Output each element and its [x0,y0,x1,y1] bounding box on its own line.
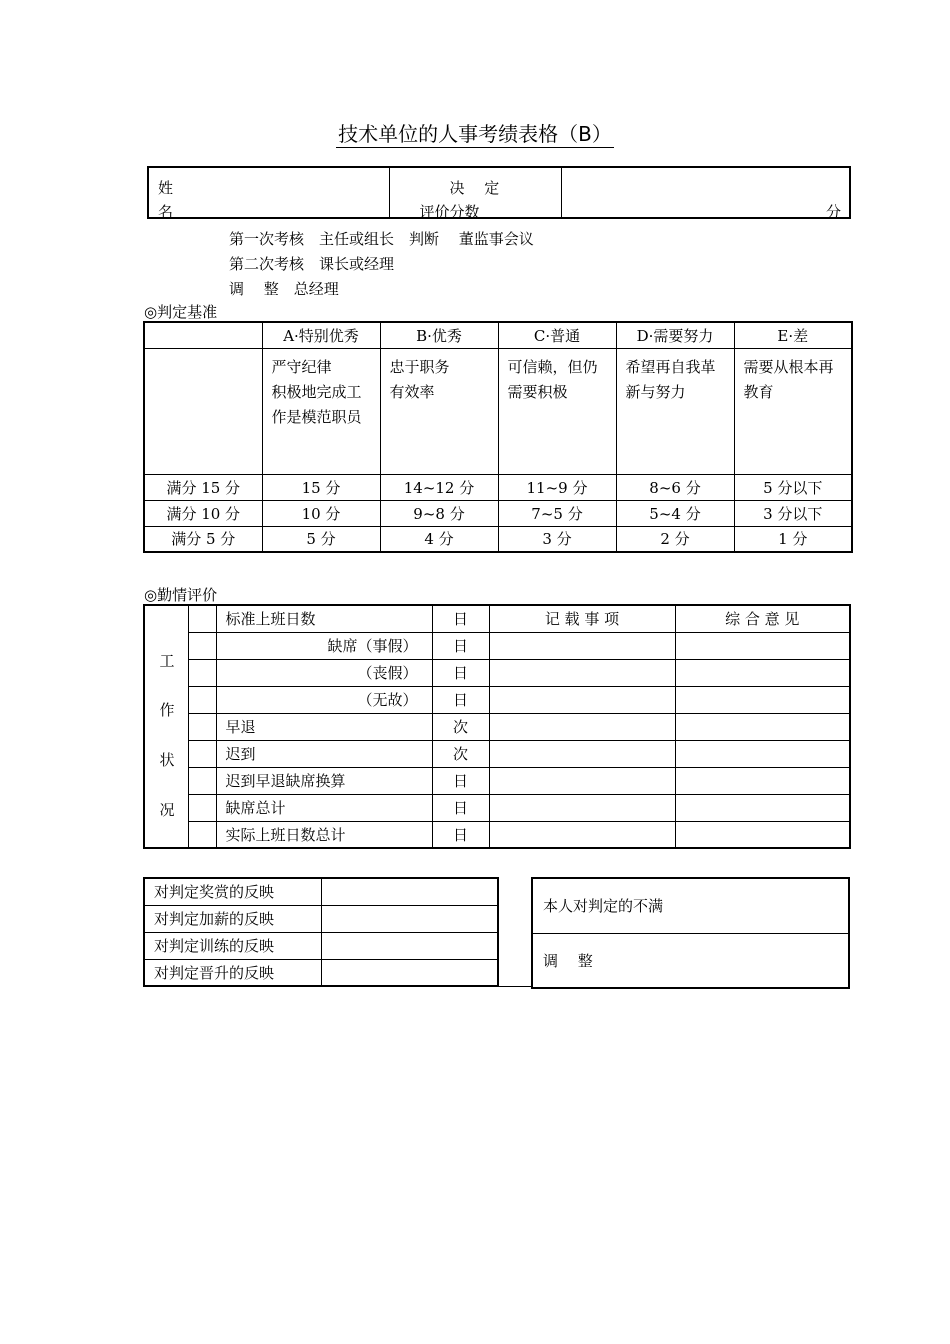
score-value: 5 分 [262,526,380,552]
reaction-input-cell[interactable] [321,905,498,932]
header-table [147,166,851,219]
reaction-input-cell[interactable] [321,959,498,986]
attendance-row [144,713,850,740]
grade-header: E·差 [734,322,852,348]
opinion-cell[interactable] [675,659,850,686]
attendance-section-label: ◎勤情评价 [144,586,218,604]
score-value: 11~9 分 [498,474,616,500]
page-title: 技术单位的人事考绩表格（B） [338,122,612,146]
attendance-item-label: 迟到早退缺席换算 [216,767,432,794]
attendance-row [144,794,850,821]
grade-header: D·需要努力 [616,322,734,348]
attendance-row [144,632,850,659]
opinion-cell[interactable] [675,686,850,713]
score-value: 3 分 [498,526,616,552]
grade-description: 希望再自我革 新与努力 [616,348,734,474]
attendance-item-label: 缺席（事假） [216,632,432,659]
criteria-section-label: ◎判定基准 [144,303,218,321]
reaction-label: 对判定晋升的反映 [144,959,321,986]
record-cell[interactable] [489,686,675,713]
opinion-cell[interactable] [675,767,850,794]
score-value: 8~6 分 [616,474,734,500]
reaction-row [144,959,498,986]
name-char-2: 名 [158,203,174,221]
score-value: 15 分 [262,474,380,500]
reaction-label: 对判定加薪的反映 [144,905,321,932]
opinion-cell[interactable] [675,794,850,821]
connector-line [497,986,531,987]
reaction-input-cell[interactable] [321,878,498,905]
record-cell[interactable] [489,821,675,848]
name-char-1: 姓 [158,179,174,197]
reaction-row [144,905,498,932]
attendance-row [144,740,850,767]
attendance-item-label: 迟到 [216,740,432,767]
attendance-unit: 日 [432,659,489,686]
record-cell[interactable] [489,794,675,821]
score-value: 9~8 分 [380,500,498,526]
opinion-cell[interactable] [675,713,850,740]
adjust-label: 调 整 [532,933,849,988]
attendance-unit: 日 [432,821,489,848]
attendance-item-label: 标准上班日数 [216,605,432,632]
grade-description: 可信赖，但仍 需要积极 [498,348,616,474]
reaction-row [144,932,498,959]
attendance-unit: 日 [432,794,489,821]
decision-label-cell [389,167,561,221]
dissatisfaction-table [531,877,850,989]
record-header: 记 载 事 项 [489,605,675,632]
score-row-label: 满分 15 分 [144,474,262,500]
review-line-1: 第一次考核 主任或组长 判断 董监事会议 [229,230,534,248]
grade-description-row [144,348,852,474]
dissatisfaction-label: 本人对判定的不满 [532,878,849,933]
score-unit: 分 [825,203,841,221]
attendance-table [143,604,851,849]
attendance-unit: 次 [432,713,489,740]
score-row-5 [144,526,852,552]
reaction-label: 对判定训练的反映 [144,932,321,959]
attendance-unit: 日 [432,767,489,794]
score-value: 7~5 分 [498,500,616,526]
record-cell[interactable] [489,713,675,740]
opinion-header: 综 合 意 见 [675,605,850,632]
score-row-10 [144,500,852,526]
score-row-label: 满分 5 分 [144,526,262,552]
attendance-item-label: （丧假） [216,659,432,686]
score-value: 1 分 [734,526,852,552]
score-cell[interactable] [561,167,850,221]
opinion-cell[interactable] [675,740,850,767]
attendance-unit: 日 [432,686,489,713]
grade-header: A·特别优秀 [262,322,380,348]
attendance-item-label: 早退 [216,713,432,740]
opinion-cell[interactable] [675,632,850,659]
decision-label-bottom: 评价分数 [419,203,480,221]
grade-header: C·普通 [498,322,616,348]
review-line-2: 第二次考核 课长或经理 [229,255,395,273]
reaction-label: 对判定奖赏的反映 [144,878,321,905]
attendance-row [144,659,850,686]
reaction-input-cell[interactable] [321,932,498,959]
opinion-cell[interactable] [675,821,850,848]
score-value: 3 分以下 [734,500,852,526]
criteria-table [143,321,853,553]
attendance-unit: 日 [432,632,489,659]
name-cell [148,167,389,221]
grade-description: 严守纪律 积极地完成工 作是模范职员 [262,348,380,474]
record-cell[interactable] [489,632,675,659]
work-status-label: 工 作 状 况 [144,605,188,848]
review-line-3: 调 整 总经理 [229,280,339,298]
reaction-row [144,878,498,905]
score-value: 2 分 [616,526,734,552]
score-row-15 [144,474,852,500]
attendance-item-label: 缺席总计 [216,794,432,821]
grade-header: B·优秀 [380,322,498,348]
grade-header-row [144,322,852,348]
score-value: 5 分以下 [734,474,852,500]
score-value: 10 分 [262,500,380,526]
attendance-row [144,821,850,848]
reactions-table [143,877,499,987]
score-value: 4 分 [380,526,498,552]
record-cell[interactable] [489,659,675,686]
record-cell[interactable] [489,767,675,794]
attendance-unit: 日 [432,605,489,632]
attendance-row [144,767,850,794]
attendance-item-label: （无故） [216,686,432,713]
decision-label-top: 决 定 [449,179,500,197]
score-row-label: 满分 10 分 [144,500,262,526]
attendance-row [144,605,850,632]
attendance-row [144,686,850,713]
attendance-unit: 次 [432,740,489,767]
score-value: 5~4 分 [616,500,734,526]
grade-description: 需要从根本再 教育 [734,348,852,474]
record-cell[interactable] [489,740,675,767]
attendance-item-label: 实际上班日数总计 [216,821,432,848]
score-value: 14~12 分 [380,474,498,500]
grade-description: 忠于职务 有效率 [380,348,498,474]
